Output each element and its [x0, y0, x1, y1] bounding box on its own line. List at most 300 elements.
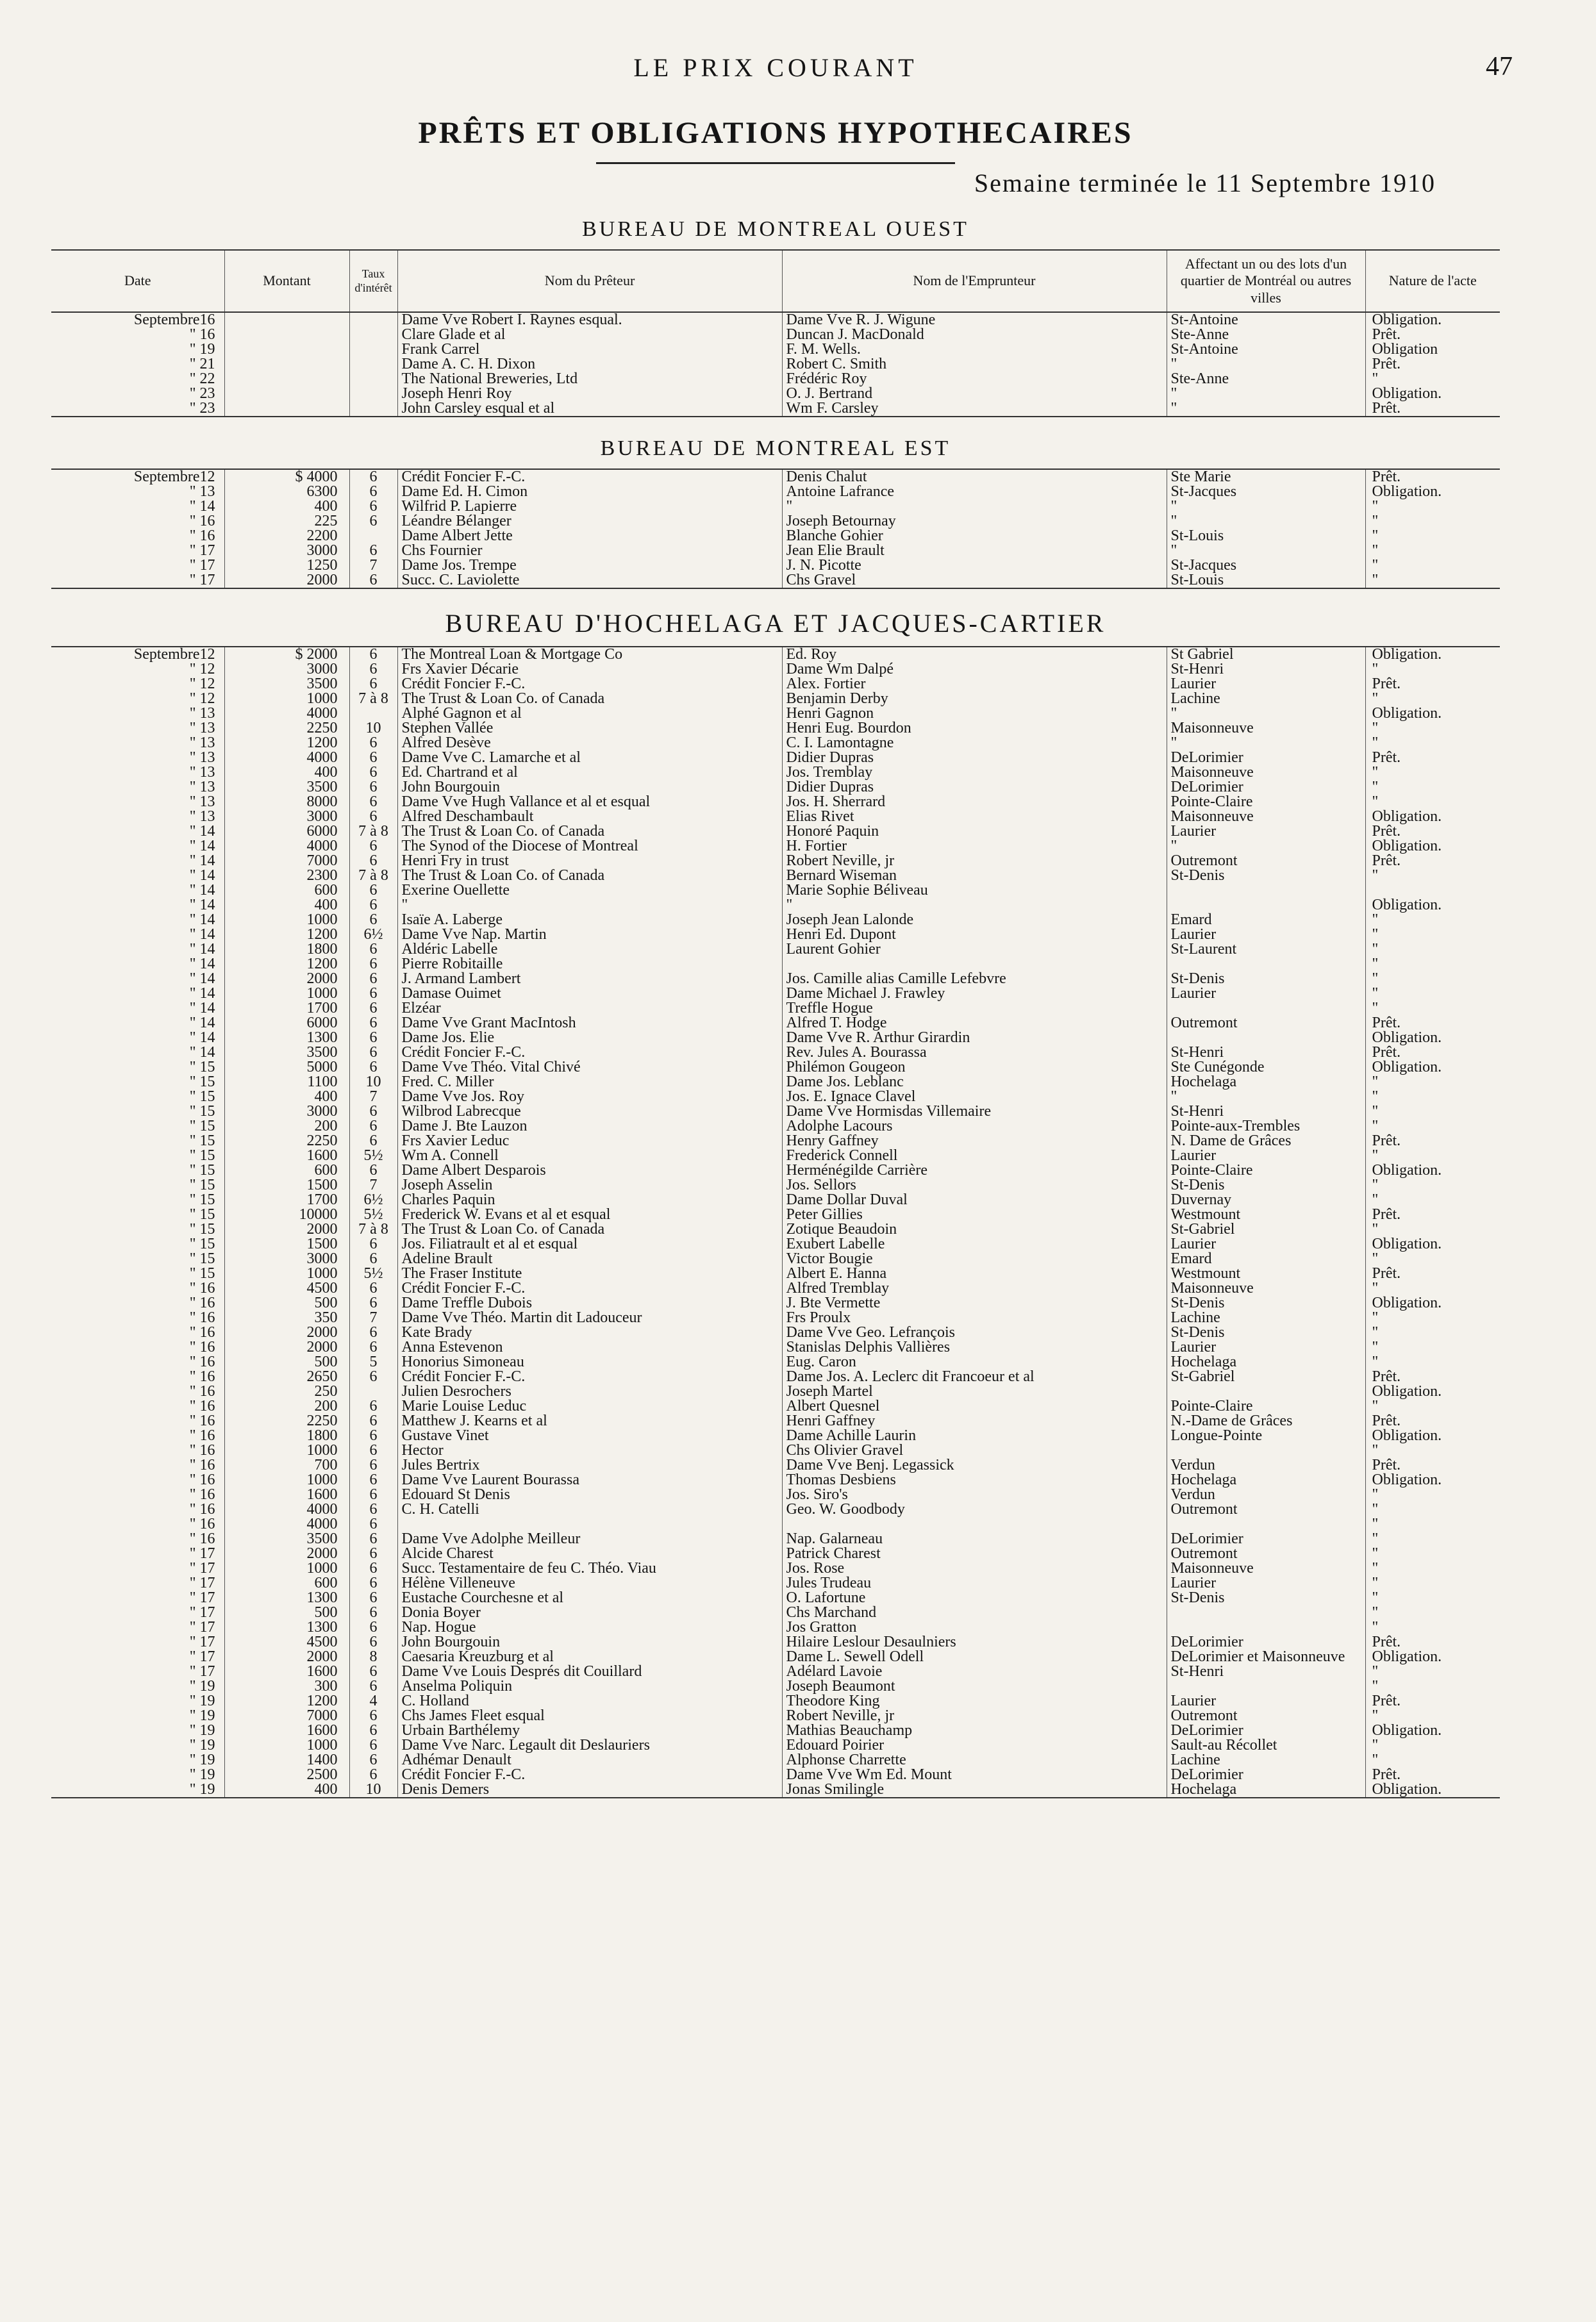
cell-taux: 6	[349, 1443, 397, 1458]
cell-montant: 1500	[224, 1178, 349, 1193]
cell-date: " 19	[189, 1694, 215, 1709]
cell-montant: 400	[224, 765, 349, 780]
table-row	[51, 692, 1500, 706]
cell-nature: Prêt.	[1365, 401, 1500, 417]
cell-preteur: Pierre Robitaille	[397, 957, 782, 972]
cell-montant: 2000	[224, 1325, 349, 1340]
cell-taux: 6	[349, 1325, 397, 1340]
cell-lots: Pointe-Claire	[1167, 795, 1365, 809]
column-header-date: Date	[51, 250, 224, 312]
cell-lots	[1167, 1517, 1365, 1532]
cell-preteur: The Trust & Loan Co. of Canada	[397, 692, 782, 706]
cell-emprunteur: Dame Dollar Duval	[782, 1193, 1167, 1207]
cell-emprunteur: Henri Gaffney	[782, 1414, 1167, 1429]
cell-emprunteur: Jos. H. Sherrard	[782, 795, 1167, 809]
table-row	[51, 957, 1500, 972]
cell-montant: 250	[224, 1384, 349, 1399]
table-row	[51, 1561, 1500, 1576]
cell-taux: 10	[349, 721, 397, 736]
cell-taux: 6	[349, 1605, 397, 1620]
cell-emprunteur: Theodore King	[782, 1694, 1167, 1709]
cell-montant: 2650	[224, 1370, 349, 1384]
cell-nature: "	[1365, 1222, 1500, 1237]
cell-montant: 1000	[224, 1473, 349, 1488]
cell-preteur: John Bourgouin	[397, 1635, 782, 1650]
page	[51, 45, 1513, 1798]
table-row	[51, 898, 1500, 913]
cell-montant: 2000	[224, 1222, 349, 1237]
cell-emprunteur: Alfred Tremblay	[782, 1281, 1167, 1296]
cell-lots: Lachine	[1167, 1311, 1365, 1325]
cell-preteur: Urbain Barthélemy	[397, 1723, 782, 1738]
cell-preteur: Eustache Courchesne et al	[397, 1591, 782, 1605]
cell-taux: 6	[349, 795, 397, 809]
cell-montant: 2250	[224, 721, 349, 736]
cell-lots	[1167, 898, 1365, 913]
cell-montant: 1200	[224, 927, 349, 942]
cell-emprunteur: F. M. Wells.	[782, 342, 1167, 357]
cell-nature: Obligation.	[1365, 647, 1500, 662]
table-row	[51, 1090, 1500, 1104]
cell-preteur: Wilfrid P. Lapierre	[397, 499, 782, 514]
cell-lots: St-Henri	[1167, 1664, 1365, 1679]
cell-nature: "	[1365, 514, 1500, 529]
cell-montant: 1600	[224, 1723, 349, 1738]
cell-montant: 300	[224, 1679, 349, 1694]
cell-taux: 6	[349, 898, 397, 913]
cell-taux	[349, 1384, 397, 1399]
cell-lots: St-Denis	[1167, 1325, 1365, 1340]
cell-nature: "	[1365, 1591, 1500, 1605]
cell-nature: "	[1365, 499, 1500, 514]
cell-taux: 6	[349, 1664, 397, 1679]
cell-montant	[224, 342, 349, 357]
cell-nature: "	[1365, 1443, 1500, 1458]
cell-preteur: Dame Vve Grant MacIntosh	[397, 1016, 782, 1031]
cell-preteur: John Bourgouin	[397, 780, 782, 795]
table-row	[51, 357, 1500, 372]
cell-montant: 4000	[224, 751, 349, 765]
cell-montant: 10000	[224, 1207, 349, 1222]
cell-nature: "	[1365, 1325, 1500, 1340]
cell-emprunteur: Chs Gravel	[782, 573, 1167, 588]
cell-taux	[349, 312, 397, 328]
table-row	[51, 751, 1500, 765]
cell-taux	[349, 357, 397, 372]
cell-lots: Ste Cunégonde	[1167, 1060, 1365, 1075]
cell-date: " 16	[189, 1429, 215, 1444]
cell-montant: 1000	[224, 692, 349, 706]
cell-montant	[224, 328, 349, 342]
cell-lots: St-Henri	[1167, 1045, 1365, 1060]
table-row	[51, 1738, 1500, 1753]
cell-taux: 6	[349, 647, 397, 662]
cell-taux: 6	[349, 1016, 397, 1031]
cell-nature: Prêt.	[1365, 1134, 1500, 1149]
table-row	[51, 927, 1500, 942]
cell-date: " 15	[189, 1090, 215, 1105]
cell-preteur: Exerine Ouellette	[397, 883, 782, 898]
cell-montant: 2300	[224, 868, 349, 883]
cell-nature: Obligation.	[1365, 1473, 1500, 1488]
cell-taux: 6	[349, 809, 397, 824]
cell-lots: St Gabriel	[1167, 647, 1365, 662]
cell-emprunteur: Bernard Wiseman	[782, 868, 1167, 883]
table-row	[51, 1679, 1500, 1694]
cell-nature: "	[1365, 1119, 1500, 1134]
table-row	[51, 986, 1500, 1001]
cell-date: " 15	[189, 1149, 215, 1164]
cell-emprunteur: Adélard Lavoie	[782, 1664, 1167, 1679]
cell-nature: "	[1365, 1075, 1500, 1090]
cell-preteur: Léandre Bélanger	[397, 514, 782, 529]
table-row	[51, 706, 1500, 721]
cell-taux: 6	[349, 1679, 397, 1694]
cell-montant: 3000	[224, 809, 349, 824]
cell-nature: "	[1365, 957, 1500, 972]
cell-emprunteur: Robert Neville, jr	[782, 854, 1167, 868]
cell-taux: 6	[349, 942, 397, 957]
cell-date: " 14	[189, 824, 215, 840]
cell-nature: Obligation.	[1365, 1060, 1500, 1075]
cell-taux: 6	[349, 1547, 397, 1561]
cell-emprunteur: C. I. Lamontagne	[782, 736, 1167, 751]
cell-montant: 8000	[224, 795, 349, 809]
cell-lots: "	[1167, 514, 1365, 529]
table-row	[51, 1045, 1500, 1060]
cell-nature: Obligation.	[1365, 386, 1500, 401]
cell-nature: "	[1365, 1178, 1500, 1193]
table-row	[51, 1075, 1500, 1090]
cell-nature: "	[1365, 1561, 1500, 1576]
table-row	[51, 1104, 1500, 1119]
cell-lots: St-Jacques	[1167, 485, 1365, 499]
cell-nature: "	[1365, 543, 1500, 558]
cell-lots: Verdun	[1167, 1458, 1365, 1473]
cell-taux: 6	[349, 469, 397, 485]
cell-emprunteur: Treffle Hogue	[782, 1001, 1167, 1016]
cell-nature: "	[1365, 1355, 1500, 1370]
cell-nature: Prêt.	[1365, 357, 1500, 372]
table-row	[51, 1370, 1500, 1384]
cell-lots: DeLorimier	[1167, 1768, 1365, 1782]
cell-date: Septembre16	[133, 312, 215, 328]
cell-date: " 15	[189, 1075, 215, 1090]
title-rule	[596, 162, 955, 164]
cell-nature: "	[1365, 1738, 1500, 1753]
cell-nature: Obligation.	[1365, 1650, 1500, 1664]
cell-preteur: Nap. Hogue	[397, 1620, 782, 1635]
cell-preteur: Crédit Foncier F.-C.	[397, 469, 782, 485]
table-row	[51, 721, 1500, 736]
cell-taux: 6	[349, 514, 397, 529]
cell-lots: St-Gabriel	[1167, 1370, 1365, 1384]
cell-date: " 15	[189, 1163, 215, 1179]
cell-emprunteur: Zotique Beaudoin	[782, 1222, 1167, 1237]
cell-preteur: Dame Vve Laurent Bourassa	[397, 1473, 782, 1488]
cell-nature	[1365, 883, 1500, 898]
cell-date: " 22	[189, 372, 215, 387]
cell-nature: "	[1365, 1664, 1500, 1679]
cell-emprunteur: Blanche Gohier	[782, 529, 1167, 543]
cell-nature: "	[1365, 913, 1500, 927]
table-row	[51, 1576, 1500, 1591]
cell-montant: 600	[224, 1576, 349, 1591]
cell-montant: 2000	[224, 972, 349, 986]
cell-lots	[1167, 1605, 1365, 1620]
cell-nature: Prêt.	[1365, 1635, 1500, 1650]
table-row	[51, 1325, 1500, 1340]
cell-emprunteur: O. J. Bertrand	[782, 386, 1167, 401]
cell-preteur: Isaïe A. Laberge	[397, 913, 782, 927]
cell-montant: 500	[224, 1355, 349, 1370]
cell-emprunteur: Elias Rivet	[782, 809, 1167, 824]
cell-date: " 17	[189, 1547, 215, 1562]
table-row	[51, 809, 1500, 824]
cell-montant: 200	[224, 1119, 349, 1134]
cell-taux: 6	[349, 1458, 397, 1473]
cell-preteur: Dame J. Bte Lauzon	[397, 1119, 782, 1134]
cell-lots: Laurier	[1167, 1576, 1365, 1591]
cell-montant: 4500	[224, 1281, 349, 1296]
cell-nature: Prêt.	[1365, 1694, 1500, 1709]
table-row	[51, 514, 1500, 529]
cell-lots: DeLorimier	[1167, 1532, 1365, 1547]
cell-lots: St-Denis	[1167, 1178, 1365, 1193]
cell-montant: 1000	[224, 913, 349, 927]
cell-taux	[349, 372, 397, 386]
cell-montant: 3500	[224, 780, 349, 795]
cell-lots: "	[1167, 401, 1365, 417]
cell-taux: 6	[349, 957, 397, 972]
cell-date: " 15	[189, 1266, 215, 1282]
cell-date: " 13	[189, 736, 215, 751]
cell-date: " 17	[189, 1620, 215, 1636]
cell-lots: "	[1167, 543, 1365, 558]
registry-table	[51, 646, 1500, 1798]
cell-preteur: Anselma Poliquin	[397, 1679, 782, 1694]
table-row	[51, 1591, 1500, 1605]
cell-montant: 1300	[224, 1620, 349, 1635]
cell-nature: "	[1365, 558, 1500, 573]
cell-emprunteur: Wm F. Carsley	[782, 401, 1167, 417]
cell-taux: 6	[349, 839, 397, 854]
cell-lots: "	[1167, 499, 1365, 514]
cell-montant: 3500	[224, 677, 349, 692]
cell-nature: "	[1365, 1311, 1500, 1325]
cell-emprunteur: Edouard Poirier	[782, 1738, 1167, 1753]
cell-date: " 17	[51, 573, 224, 588]
cell-preteur: Hélène Villeneuve	[397, 1576, 782, 1591]
cell-emprunteur: Philémon Gougeon	[782, 1060, 1167, 1075]
cell-taux: 7 à 8	[349, 868, 397, 883]
cell-montant: 6000	[224, 824, 349, 839]
table-row	[51, 913, 1500, 927]
cell-date: " 19	[189, 1679, 215, 1695]
cell-lots: Laurier	[1167, 927, 1365, 942]
table-row	[51, 1620, 1500, 1635]
cell-taux: 6	[349, 751, 397, 765]
cell-preteur: Matthew J. Kearns et al	[397, 1414, 782, 1429]
cell-preteur: Clare Glade et al	[397, 328, 782, 342]
cell-lots: St-Gabriel	[1167, 1222, 1365, 1237]
cell-nature: Prêt.	[1365, 824, 1500, 839]
cell-nature: Prêt.	[1365, 1266, 1500, 1281]
table-row	[51, 736, 1500, 751]
cell-date: " 12	[189, 677, 215, 692]
cell-montant	[224, 372, 349, 386]
table-row	[51, 1207, 1500, 1222]
cell-taux: 7 à 8	[349, 692, 397, 706]
cell-nature: Obligation.	[1365, 1296, 1500, 1311]
cell-preteur: Dame Treffle Dubois	[397, 1296, 782, 1311]
cell-lots: "	[1167, 386, 1365, 401]
cell-nature: "	[1365, 1149, 1500, 1163]
cell-montant: 1800	[224, 1429, 349, 1443]
table-row	[51, 1016, 1500, 1031]
table-row	[51, 1414, 1500, 1429]
cell-emprunteur: Didier Dupras	[782, 780, 1167, 795]
cell-taux: 6	[349, 1340, 397, 1355]
cell-emprunteur: Thomas Desbiens	[782, 1473, 1167, 1488]
table-row	[51, 469, 1500, 485]
table-row	[51, 342, 1500, 357]
cell-emprunteur: Dame Vve Geo. Lefrançois	[782, 1325, 1167, 1340]
cell-emprunteur: Patrick Charest	[782, 1547, 1167, 1561]
table-row	[51, 1458, 1500, 1473]
cell-date: " 13	[189, 765, 215, 781]
table-row	[51, 1650, 1500, 1664]
cell-lots: Sault-au Récollet	[1167, 1738, 1365, 1753]
cell-date: " 19	[189, 1723, 215, 1739]
cell-taux: 6	[349, 1281, 397, 1296]
cell-emprunteur: Laurent Gohier	[782, 942, 1167, 957]
cell-taux: 6	[349, 1620, 397, 1635]
cell-date: " 14	[189, 499, 215, 515]
cell-lots: DeLorimier	[1167, 1723, 1365, 1738]
cell-lots	[1167, 1001, 1365, 1016]
cell-preteur: Adeline Brault	[397, 1252, 782, 1266]
cell-taux	[349, 328, 397, 342]
cell-lots: Outremont	[1167, 1016, 1365, 1031]
table-row	[51, 1517, 1500, 1532]
table-row	[51, 1193, 1500, 1207]
cell-preteur: Elzéar	[397, 1001, 782, 1016]
cell-lots: DeLorimier	[1167, 1635, 1365, 1650]
table-row	[51, 1163, 1500, 1178]
cell-lots: Duvernay	[1167, 1193, 1365, 1207]
cell-lots: St-Henri	[1167, 1104, 1365, 1119]
cell-montant: 1800	[224, 942, 349, 957]
cell-montant: 1250	[224, 558, 349, 573]
main-title: PRÊTS ET OBLIGATIONS HYPOTHECAIRES	[418, 116, 1133, 150]
cell-taux: 4	[349, 1694, 397, 1709]
table-row	[51, 1473, 1500, 1488]
cell-date: " 13	[189, 809, 215, 825]
cell-preteur: Dame Albert Desparois	[397, 1163, 782, 1178]
cell-montant	[224, 386, 349, 401]
cell-nature: "	[1365, 1281, 1500, 1296]
cell-preteur: Honorius Simoneau	[397, 1355, 782, 1370]
cell-preteur: Hector	[397, 1443, 782, 1458]
cell-date: " 19	[189, 1768, 215, 1783]
cell-preteur	[397, 1517, 782, 1532]
table-row	[51, 1296, 1500, 1311]
cell-emprunteur: Robert C. Smith	[782, 357, 1167, 372]
cell-preteur: Julien Desrochers	[397, 1384, 782, 1399]
cell-nature: "	[1365, 1679, 1500, 1694]
cell-date: " 15	[189, 1222, 215, 1238]
cell-date: " 14	[189, 1016, 215, 1031]
cell-preteur: Henri Fry in trust	[397, 854, 782, 868]
cell-montant: 1200	[224, 1694, 349, 1709]
table-row	[51, 1060, 1500, 1075]
cell-date: " 17	[189, 1561, 215, 1577]
table-row	[51, 1709, 1500, 1723]
cell-emprunteur: Stanislas Delphis Vallières	[782, 1340, 1167, 1355]
cell-date: " 17	[189, 1576, 215, 1591]
cell-date: " 16	[189, 1355, 215, 1370]
cell-date: Septembre12	[133, 469, 215, 485]
cell-emprunteur: Marie Sophie Béliveau	[782, 883, 1167, 898]
cell-lots	[1167, 1443, 1365, 1458]
cell-preteur: Charles Paquin	[397, 1193, 782, 1207]
cell-taux: 6	[349, 662, 397, 677]
table-row	[51, 499, 1500, 514]
cell-lots: St-Denis	[1167, 1296, 1365, 1311]
cell-montant: 3000	[224, 543, 349, 558]
cell-emprunteur: Joseph Martel	[782, 1384, 1167, 1399]
cell-emprunteur: Henry Gaffney	[782, 1134, 1167, 1149]
cell-nature: "	[1365, 1502, 1500, 1517]
cell-date: " 14	[189, 1031, 215, 1046]
cell-taux: 5½	[349, 1266, 397, 1281]
cell-emprunteur: "	[782, 898, 1167, 913]
cell-nature: Obligation.	[1365, 1723, 1500, 1738]
cell-preteur: Adhémar Denault	[397, 1753, 782, 1768]
cell-emprunteur: Jonas Smilingle	[782, 1782, 1167, 1798]
cell-preteur: Dame Vve Narc. Legault dit Deslauriers	[397, 1738, 782, 1753]
cell-preteur: Gustave Vinet	[397, 1429, 782, 1443]
table-row	[51, 780, 1500, 795]
cell-date: " 12	[189, 662, 215, 677]
cell-date: " 15	[189, 1104, 215, 1120]
cell-emprunteur: Dame Vve Wm Ed. Mount	[782, 1768, 1167, 1782]
cell-preteur: Succ. C. Laviolette	[397, 573, 782, 588]
cell-montant: 1600	[224, 1488, 349, 1502]
cell-nature: Prêt.	[1365, 854, 1500, 868]
cell-nature: "	[1365, 1193, 1500, 1207]
cell-taux: 6	[349, 1753, 397, 1768]
cell-lots: "	[1167, 357, 1365, 372]
cell-preteur: Dame Vve Théo. Martin dit Ladouceur	[397, 1311, 782, 1325]
cell-montant	[224, 312, 349, 328]
cell-date: " 16	[189, 1311, 215, 1326]
cell-lots: Outremont	[1167, 1502, 1365, 1517]
cell-taux: 6	[349, 1399, 397, 1414]
cell-montant: 2250	[224, 1134, 349, 1149]
cell-nature: Obligation	[1365, 342, 1500, 357]
cell-nature: Obligation.	[1365, 1163, 1500, 1178]
table-row	[51, 1119, 1500, 1134]
cell-emprunteur: Didier Dupras	[782, 751, 1167, 765]
table-row	[51, 1252, 1500, 1266]
cell-montant: 1400	[224, 1753, 349, 1768]
cell-date: " 14	[189, 854, 215, 869]
cell-preteur: The Montreal Loan & Mortgage Co	[397, 647, 782, 662]
cell-nature: Prêt.	[1365, 1207, 1500, 1222]
table-row	[51, 386, 1500, 401]
